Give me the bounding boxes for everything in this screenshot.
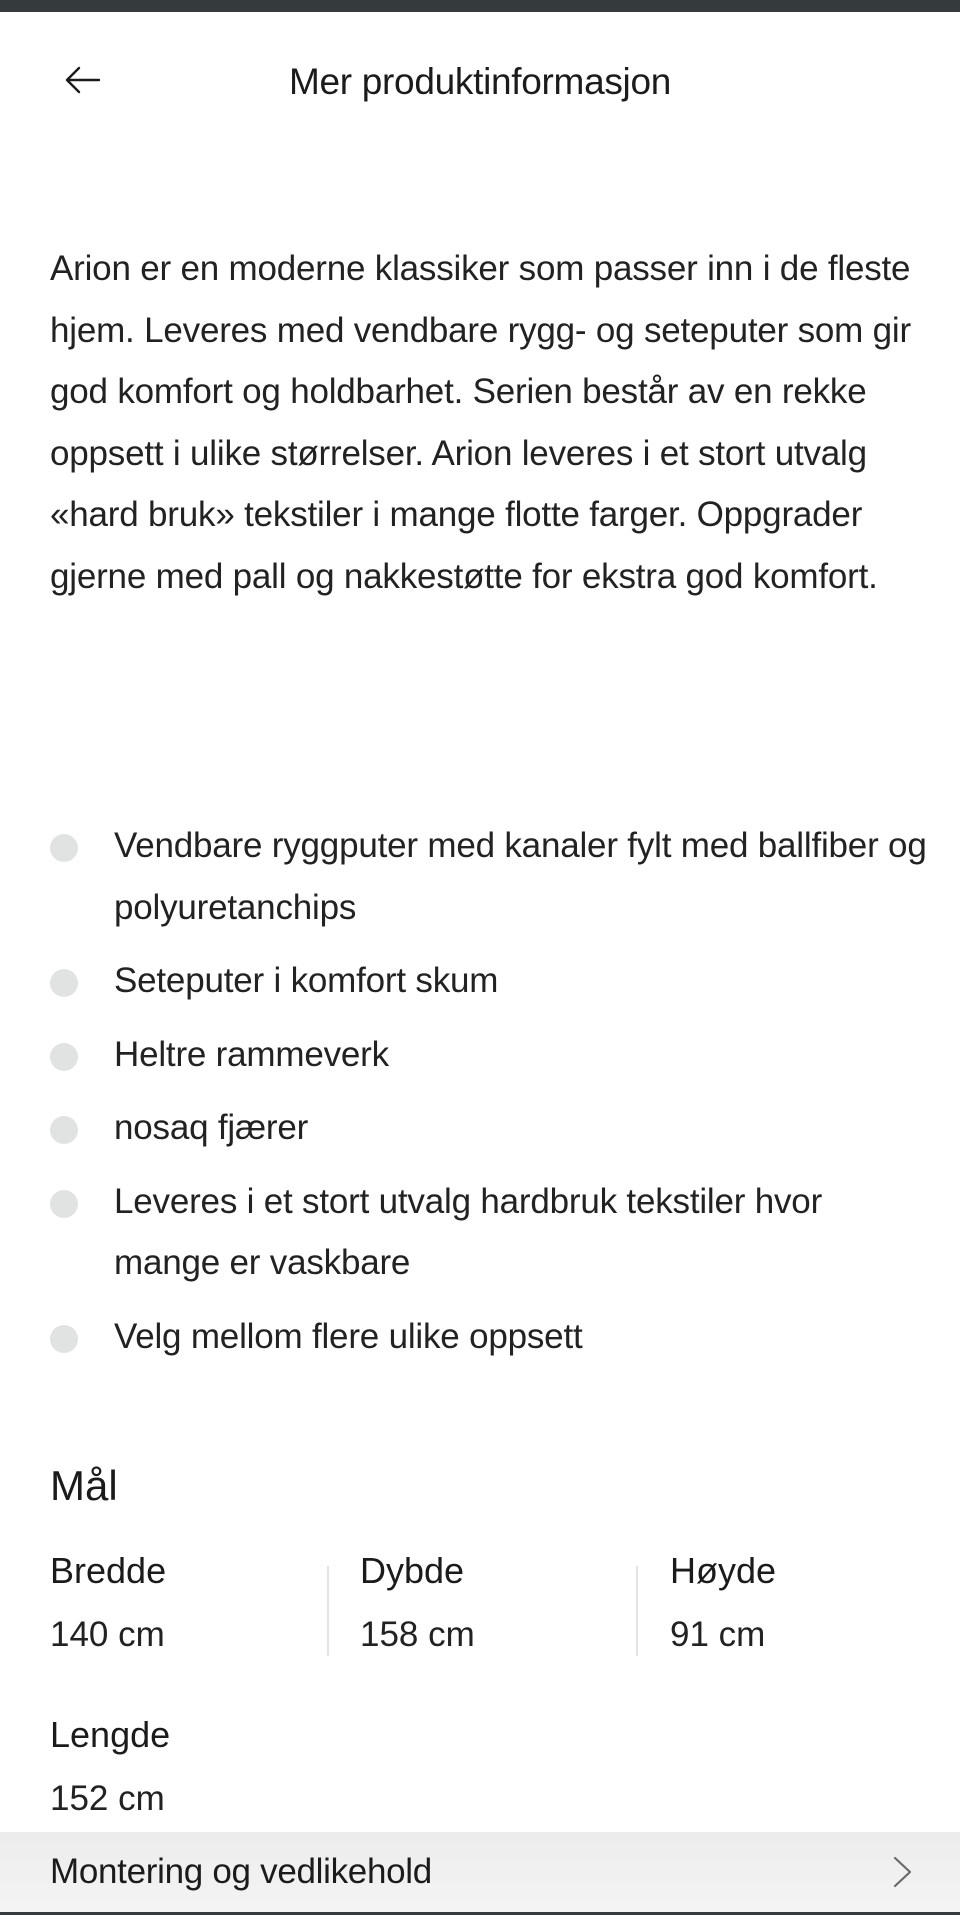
product-description: Arion er en moderne klassiker som passer inn i de fleste hjem. Leveres med vendbare rygg- og seteputer som gir god komfort og holdbarhet. Serien består av en rekke oppsett i ulike størrelser. Arion leveres i et stort utvalg «hard bruk» tekstiler i mange flotte farger. Oppgrader gjerne med pall og nakkestøtte for ekstra god komfort. xyxy=(50,249,911,596)
assembly-maintenance-row[interactable] xyxy=(0,1832,960,1912)
feature-text: Leveres i et stort utvalg hardbruk tekstiler hvor mange er vaskbare xyxy=(114,1181,823,1282)
feature-item xyxy=(50,815,930,938)
dimensions-title: Mål xyxy=(50,1462,118,1509)
column-divider xyxy=(636,1566,638,1656)
dimension-depth xyxy=(360,1548,670,1658)
dimension-value: 91 cm xyxy=(670,1615,766,1654)
status-strip xyxy=(0,0,960,12)
dimension-value: 158 cm xyxy=(360,1615,475,1654)
feature-text: Heltre rammeverk xyxy=(114,1034,389,1074)
feature-text: Velg mellom flere ulike oppsett xyxy=(114,1316,583,1356)
dimension-label: Bredde xyxy=(50,1550,167,1591)
feature-item xyxy=(50,1171,930,1294)
feature-text: Seteputer i komfort skum xyxy=(114,961,499,1000)
bullet-icon xyxy=(50,1116,78,1144)
bullet-icon xyxy=(50,969,78,997)
bullet-icon xyxy=(50,1325,78,1353)
dimension-label: Lengde xyxy=(50,1714,171,1755)
feature-item xyxy=(50,1306,930,1368)
feature-item xyxy=(50,1024,930,1086)
feature-text: nosaq fjærer xyxy=(114,1108,309,1147)
dimension-width xyxy=(50,1548,360,1658)
dimension-label: Dybde xyxy=(360,1550,465,1591)
nav-row-label: Montering og vedlikehold xyxy=(50,1852,432,1891)
header xyxy=(0,12,960,148)
dimension-value: 152 cm xyxy=(50,1779,165,1818)
dimensions-grid xyxy=(50,1548,960,1658)
dimension-length xyxy=(50,1712,360,1822)
page-title: Mer produktinformasjon xyxy=(288,61,672,102)
chevron-right-icon xyxy=(891,1854,915,1890)
feature-text: Vendbare ryggputer med kanaler fylt med ballfiber og polyuretanchips xyxy=(114,826,927,927)
bullet-icon xyxy=(50,1043,78,1071)
dimension-value: 140 cm xyxy=(50,1615,165,1654)
bullet-icon xyxy=(50,1190,78,1218)
feature-item xyxy=(50,950,930,1012)
dimension-label: Høyde xyxy=(670,1550,777,1591)
column-divider xyxy=(327,1566,329,1656)
feature-list xyxy=(50,815,930,1379)
feature-item xyxy=(50,1097,930,1159)
dimension-height xyxy=(670,1548,960,1658)
bullet-icon xyxy=(50,834,78,862)
